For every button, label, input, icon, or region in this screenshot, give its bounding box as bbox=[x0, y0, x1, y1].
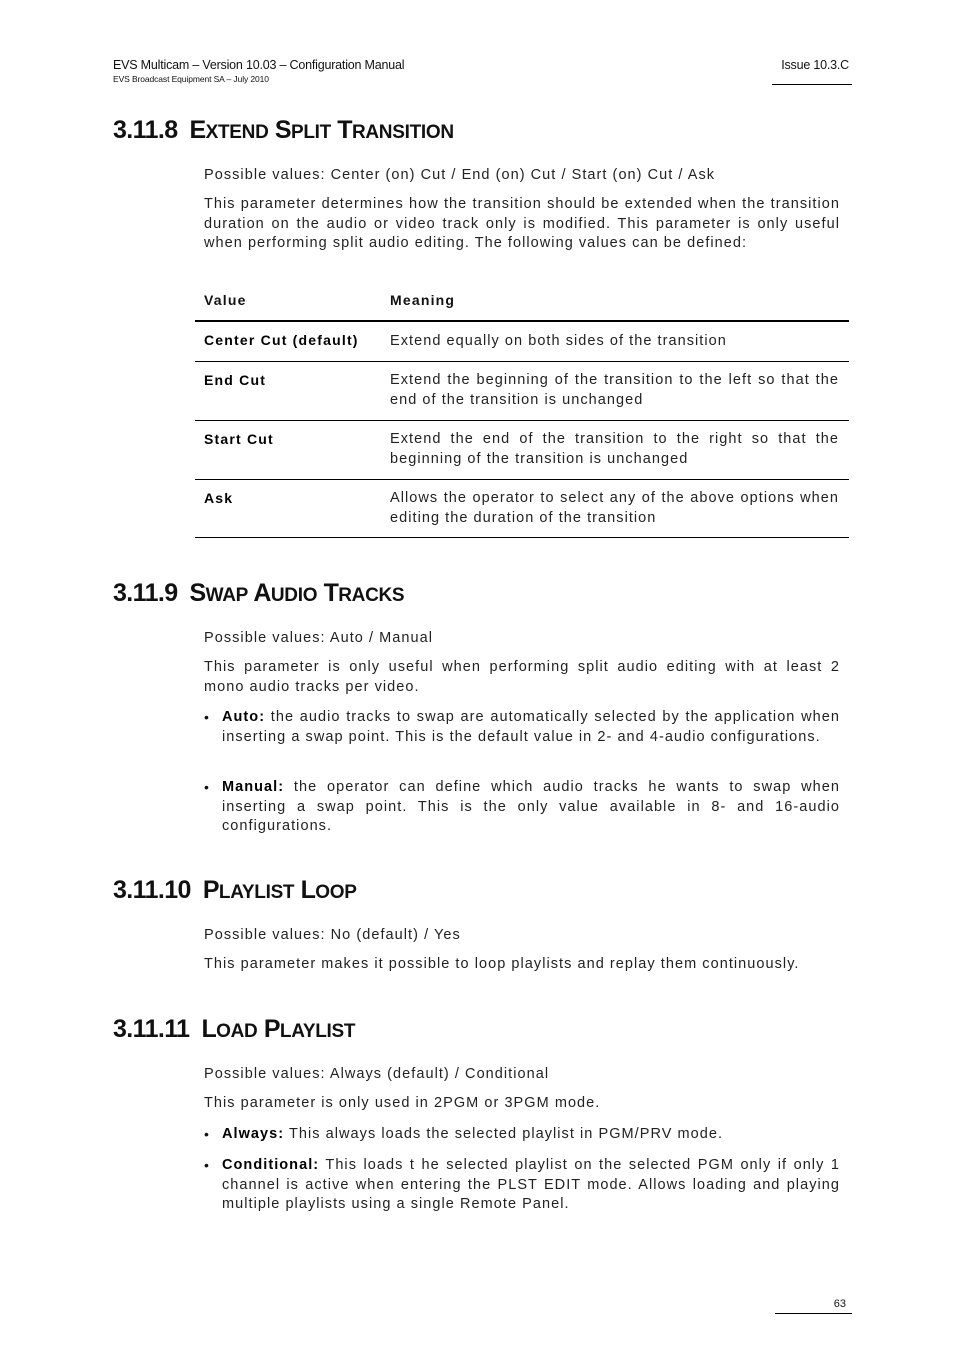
list-item-label: Auto: bbox=[222, 709, 266, 725]
list-item-body: the audio tracks to swap are automatically selected by the application when inserting a swap point. This is the default value in 2- and 4-audio configurations. bbox=[222, 709, 840, 745]
table-cell-value: Ask bbox=[204, 490, 234, 506]
list-item-text bbox=[222, 1125, 840, 1145]
table-cell-value: End Cut bbox=[204, 372, 267, 388]
table-bottom-rule bbox=[195, 537, 849, 538]
section-number: 3.11.11 bbox=[113, 1015, 190, 1043]
issue-label: Issue 10.3.C bbox=[781, 58, 849, 72]
page-number: 63 bbox=[833, 1298, 846, 1310]
table-cell-meaning: Extend the beginning of the transition to the left so that the end of the transition is unchanged bbox=[390, 372, 839, 408]
table-header-value: Value bbox=[204, 292, 247, 308]
section-number: 3.11.10 bbox=[113, 876, 191, 904]
page-header bbox=[113, 58, 404, 84]
heading-smallcaps: XTEND bbox=[205, 122, 269, 143]
heading-cap: S bbox=[274, 116, 291, 144]
section-heading-extend-split-transition bbox=[113, 116, 454, 145]
possible-values: Possible values: Always (default) / Conditional bbox=[204, 1066, 550, 1082]
section-number: 3.11.8 bbox=[113, 116, 178, 144]
heading-smallcaps: OAD bbox=[216, 1021, 258, 1042]
heading-cap: P bbox=[263, 1015, 280, 1043]
table-cell-meaning: Extend equally on both sides of the transition bbox=[390, 333, 727, 349]
heading-smallcaps: RANSITION bbox=[351, 122, 454, 143]
possible-values: Possible values: No (default) / Yes bbox=[204, 927, 461, 943]
table-cell-meaning: Allows the operator to select any of the above options when editing the duration of the transition bbox=[390, 490, 839, 526]
bullet-icon: • bbox=[204, 709, 209, 725]
heading-smallcaps: OOP bbox=[315, 882, 357, 903]
document-title: EVS Multicam – Version 10.03 – Configuration Manual bbox=[113, 58, 405, 72]
footer-rule bbox=[775, 1313, 852, 1314]
heading-cap: T bbox=[323, 579, 339, 607]
possible-values: Possible values: Auto / Manual bbox=[204, 630, 433, 646]
table-cell-value: Center Cut (default) bbox=[204, 332, 359, 348]
heading-cap: S bbox=[189, 579, 206, 607]
list-item-label: Manual: bbox=[222, 779, 285, 795]
heading-cap: T bbox=[337, 116, 352, 144]
section-description: This parameter determines how the transition should be extended when the transition duration on the audio or video track only is modified. This parameter is only useful when performing split audio editing. The following values can be defined: bbox=[204, 196, 840, 251]
list-item-text bbox=[222, 778, 840, 837]
document-subtitle: EVS Broadcast Equipment SA – July 2010 bbox=[113, 74, 269, 84]
section-description: This parameter makes it possible to loop playlists and replay them continuously. bbox=[204, 956, 800, 972]
table-row bbox=[195, 361, 849, 408]
table-row bbox=[195, 479, 849, 526]
heading-cap: P bbox=[202, 876, 219, 904]
section-heading-load-playlist bbox=[113, 1015, 355, 1044]
list-item-body: the operator can define which audio tracks he wants to swap when inserting a swap point. This is the only value available in 8- and 16-audio configurations. bbox=[222, 779, 840, 834]
bullet-icon: • bbox=[204, 1157, 209, 1173]
table-row bbox=[195, 420, 849, 467]
section-description: This parameter is only useful when performing split audio editing with at least 2 mono audio tracks per video. bbox=[204, 659, 840, 695]
table-cell-meaning: Extend the end of the transition to the right so that the beginning of the transition is unchanged bbox=[390, 431, 839, 467]
possible-values: Possible values: Center (on) Cut / End (on) Cut / Start (on) Cut / Ask bbox=[204, 167, 716, 183]
section-description: This parameter is only used in 2PGM or 3PGM mode. bbox=[204, 1095, 601, 1111]
heading-cap: E bbox=[189, 116, 206, 144]
list-item-body: This loads t he selected playlist on the selected PGM only if only 1 channel is active when entering the PLST EDIT mode. Allows loading and playing multiple playlists using a single Remote Panel. bbox=[222, 1157, 840, 1212]
list-item-text bbox=[222, 708, 840, 747]
heading-cap: A bbox=[253, 579, 271, 607]
section-number: 3.11.9 bbox=[113, 579, 178, 607]
table-cell-value: Start Cut bbox=[204, 431, 274, 447]
list-item-label: Conditional: bbox=[222, 1157, 320, 1173]
list-item-label: Always: bbox=[222, 1126, 285, 1142]
heading-smallcaps: LAYLIST bbox=[279, 1021, 356, 1042]
heading-smallcaps: LAYLIST bbox=[218, 882, 295, 903]
table-header-meaning: Meaning bbox=[390, 292, 456, 308]
section-heading-playlist-loop bbox=[113, 876, 357, 905]
heading-smallcaps: UDIO bbox=[270, 585, 318, 606]
bullet-icon: • bbox=[204, 1126, 209, 1142]
header-rule bbox=[772, 84, 852, 85]
heading-cap: L bbox=[201, 1015, 217, 1043]
heading-smallcaps: WAP bbox=[205, 585, 248, 606]
section-heading-swap-audio-tracks bbox=[113, 579, 404, 608]
heading-smallcaps: PLIT bbox=[290, 122, 331, 143]
bullet-icon: • bbox=[204, 779, 209, 795]
list-item-text bbox=[222, 1156, 840, 1215]
heading-cap: L bbox=[300, 876, 316, 904]
heading-smallcaps: RACKS bbox=[338, 585, 405, 606]
list-item-body: This always loads the selected playlist in PGM/PRV mode. bbox=[284, 1126, 724, 1142]
table-header-rule bbox=[195, 320, 849, 322]
